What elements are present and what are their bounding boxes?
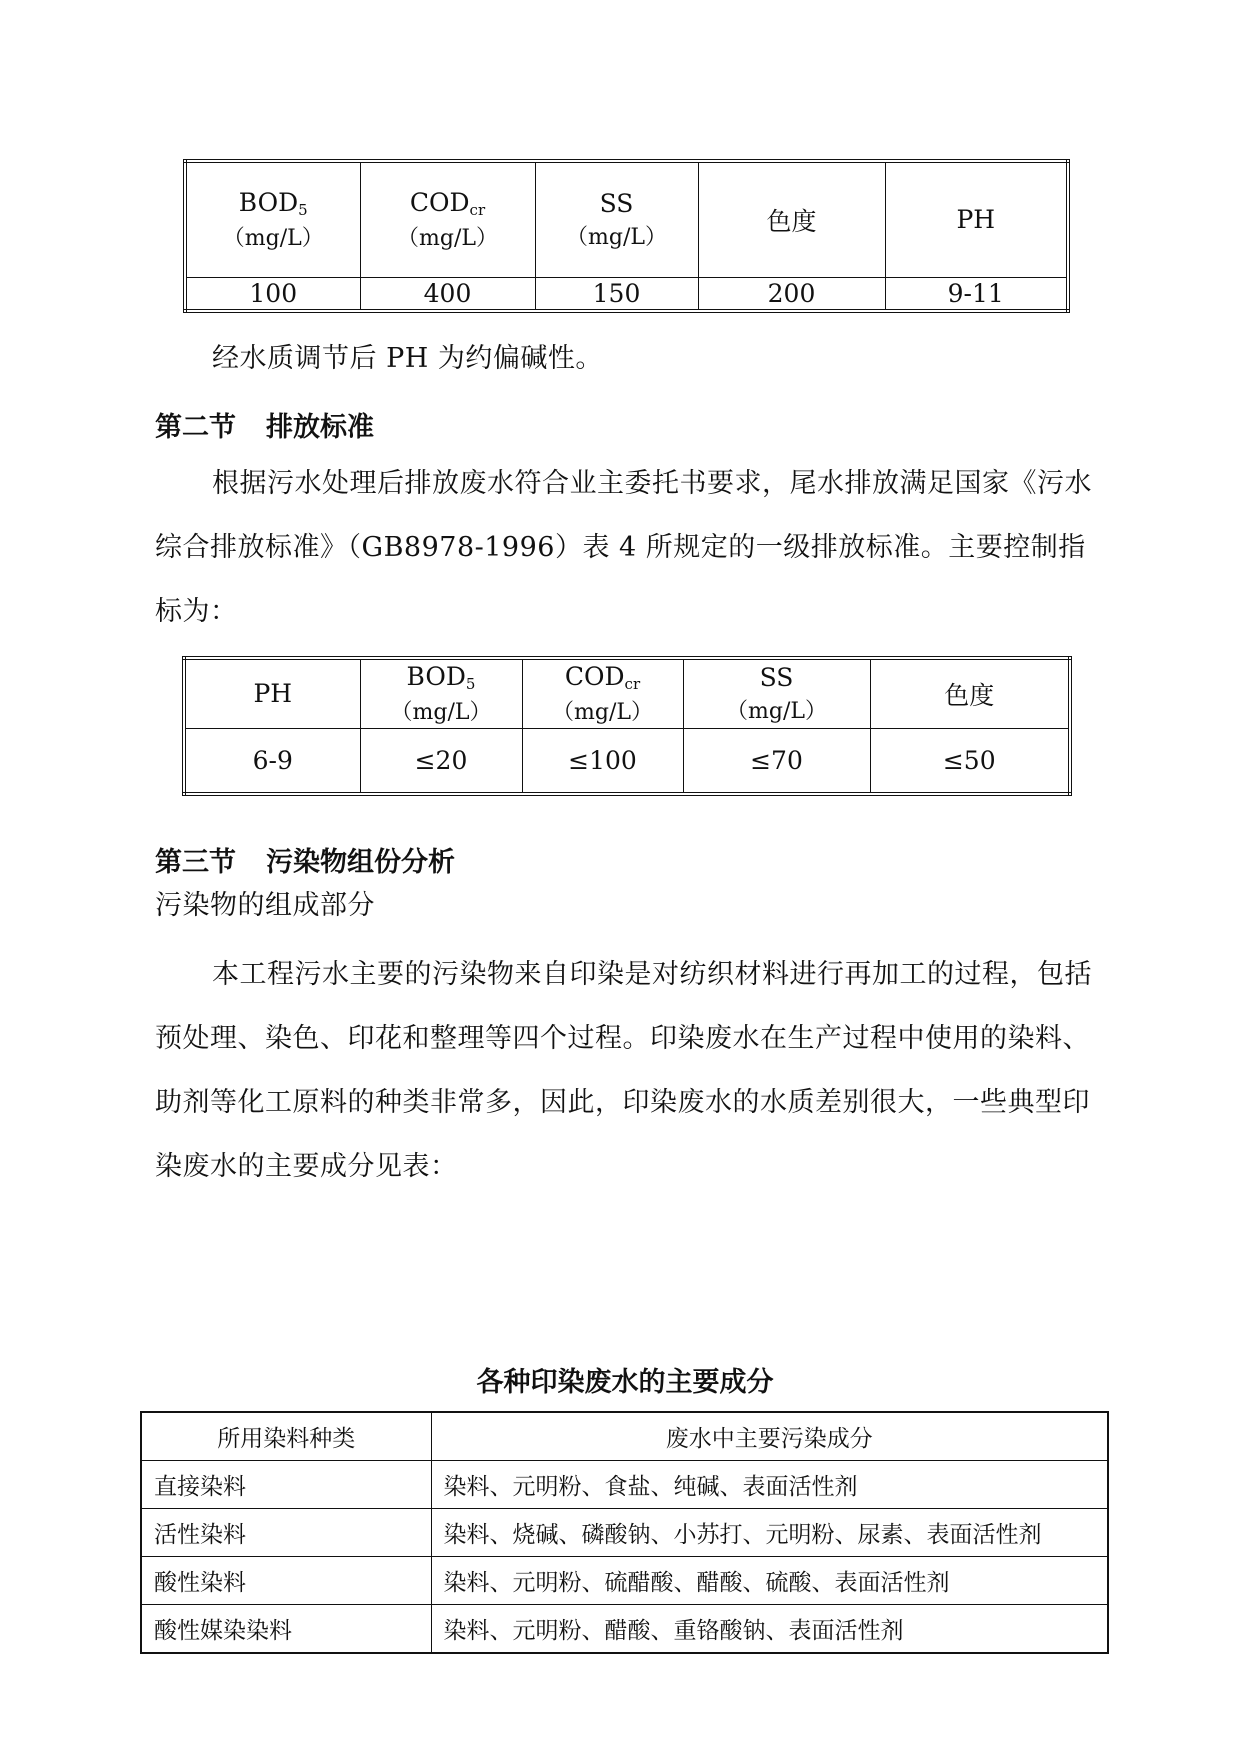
section-title: 排放标准 — [266, 412, 374, 443]
table-cell: 酸性染料 — [141, 1557, 431, 1605]
influent-quality-table — [183, 159, 1070, 313]
header-cell: $BOD_5$ （mg/L） — [360, 658, 522, 728]
section-number: 第二节 — [155, 412, 236, 443]
table-cell: 9-11 — [885, 277, 1068, 311]
table-row — [141, 1557, 1108, 1605]
discharge-standard-table — [182, 656, 1072, 796]
table-cell: 150 — [535, 277, 698, 311]
body-paragraph: 经水质调节后 PH 为约偏碱性。 — [212, 343, 603, 374]
table-cell: 100 — [185, 277, 360, 311]
table-cell: 染料、烧碱、磷酸钠、小苏打、元明粉、尿素、表面活性剂 — [431, 1509, 1108, 1557]
table-header-row — [185, 161, 1068, 277]
table-caption: 各种印染废水的主要成分 — [476, 1367, 774, 1398]
table-cell: 400 — [360, 277, 535, 311]
table-row — [141, 1509, 1108, 1557]
header-cell: 所用染料种类 — [141, 1412, 431, 1461]
table-cell: ≤20 — [360, 728, 522, 794]
header-cell: 色度 — [870, 658, 1070, 728]
table-row — [185, 277, 1068, 311]
header-cell: SS （mg/L） — [535, 161, 698, 277]
table-cell: 染料、元明粉、醋酸、重铬酸钠、表面活性剂 — [431, 1605, 1108, 1654]
header-cell: PH — [885, 161, 1068, 277]
table-cell: 直接染料 — [141, 1461, 431, 1509]
table-cell: 染料、元明粉、硫醋酸、醋酸、硫酸、表面活性剂 — [431, 1557, 1108, 1605]
body-paragraph: 根据污水处理后排放废水符合业主委托书要求，尾水排放满足国家《污水综合排放标准》（GB8978-1996）表 4 所规定的一级排放标准。主要控制指标为： — [155, 468, 1092, 627]
table-row — [141, 1461, 1108, 1509]
table-cell: 染料、元明粉、食盐、纯碱、表面活性剂 — [431, 1461, 1108, 1509]
body-paragraph: 本工程污水主要的污染物来自印染是对纺织材料进行再加工的过程，包括预处理、染色、印花和整理等四个过程。印染废水在生产过程中使用的染料、助剂等化工原料的种类非常多，因此，印染废水的水质差别很大，一些典型印染废水的主要成分见表： — [155, 959, 1092, 1182]
table-row — [141, 1605, 1108, 1654]
subheading: 污染物的组成部分 — [155, 890, 375, 921]
table-header-row — [184, 658, 1070, 728]
table-cell: 酸性媒染染料 — [141, 1605, 431, 1654]
header-cell: 色度 — [698, 161, 885, 277]
header-cell: $COD_{cr}$ （mg/L） — [522, 658, 683, 728]
table-cell: 活性染料 — [141, 1509, 431, 1557]
section-title: 污染物组份分析 — [266, 847, 455, 878]
table-cell: ≤70 — [683, 728, 870, 794]
header-cell: $COD_{cr}$ （mg/L） — [360, 161, 535, 277]
section-number: 第三节 — [155, 847, 236, 878]
table-cell: ≤100 — [522, 728, 683, 794]
header-cell: $BOD_5$ （mg/L） — [185, 161, 360, 277]
table-cell: 200 — [698, 277, 885, 311]
table-cell: 6-9 — [184, 728, 360, 794]
section-heading — [155, 405, 374, 444]
header-cell: SS （mg/L） — [683, 658, 870, 728]
table-row — [184, 728, 1070, 794]
table-header-row — [141, 1412, 1108, 1461]
header-cell: 废水中主要污染成分 — [431, 1412, 1108, 1461]
wastewater-components-table — [140, 1411, 1109, 1654]
header-cell: PH — [184, 658, 360, 728]
table-cell: ≤50 — [870, 728, 1070, 794]
